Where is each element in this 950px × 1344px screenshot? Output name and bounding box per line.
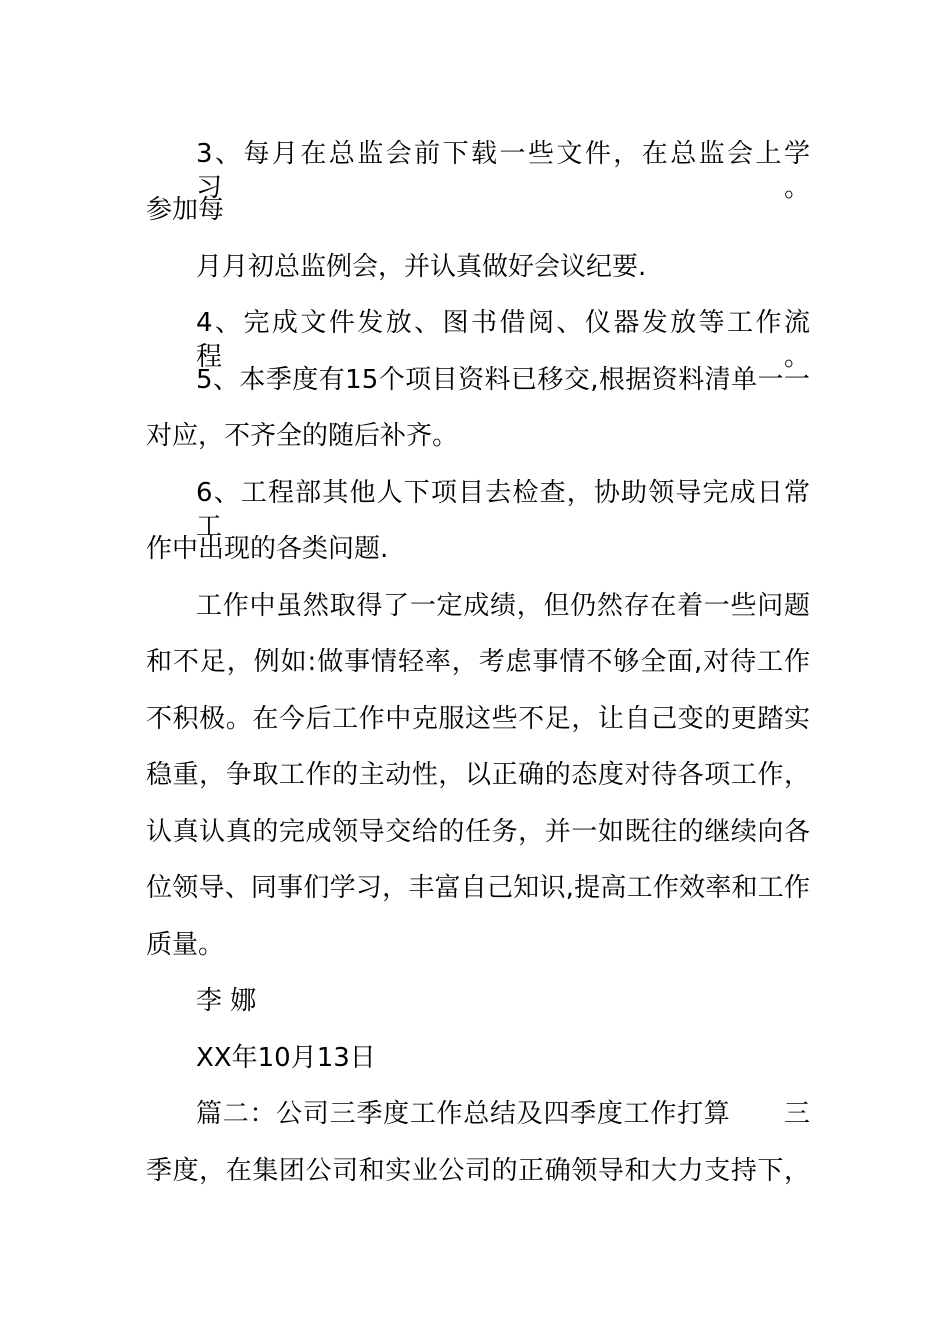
paragraph-summary-line-2: 和不足，例如:做事情轻率，考虑事情不够全面,对待工作 — [146, 647, 810, 677]
paragraph-item-5-line-1: 5、本季度有15个项目资料已移交,根据资料清单一一 — [196, 365, 810, 395]
document-date: XX年10月13日 — [196, 1043, 376, 1073]
section-two-title-line-1: 篇二：公司三季度工作总结及四季度工作打算 三 — [196, 1099, 810, 1129]
paragraph-item-3-line-1: 3、每月在总监会前下载一些文件，在总监会上学习。 — [196, 139, 810, 203]
paragraph-summary-line-5: 认真认真的完成领导交给的任务，并一如既往的继续向各 — [146, 817, 810, 847]
paragraph-item-3-line-2: 参加每 — [146, 195, 225, 225]
paragraph-summary-line-4: 稳重，争取工作的主动性，以正确的态度对待各项工作， — [146, 760, 810, 790]
paragraph-item-4: 4、完成文件发放、图书借阅、仪器发放等工作流程。 — [196, 308, 810, 372]
paragraph-summary-line-7: 质量。 — [146, 930, 225, 960]
paragraph-item-6-line-1: 6、工程部其他人下项目去检查，协助领导完成日常工 — [196, 478, 810, 542]
paragraph-item-6-line-2: 作中出现的各类问题. — [146, 534, 389, 564]
paragraph-item-3-line-3: 月月初总监例会，并认真做好会议纪要. — [196, 252, 647, 282]
paragraph-summary-line-6: 位领导、同事们学习，丰富自己知识,提高工作效率和工作 — [146, 873, 810, 903]
author-name: 李 娜 — [196, 986, 257, 1016]
paragraph-summary-line-3: 不积极。在今后工作中克服这些不足，让自己变的更踏实 — [146, 704, 810, 734]
paragraph-item-5-line-2: 对应，不齐全的随后补齐。 — [146, 421, 459, 451]
section-two-title-line-2: 季度，在集团公司和实业公司的正确领导和大力支持下， — [146, 1156, 810, 1186]
paragraph-summary-line-1: 工作中虽然取得了一定成绩，但仍然存在着一些问题 — [196, 591, 810, 621]
